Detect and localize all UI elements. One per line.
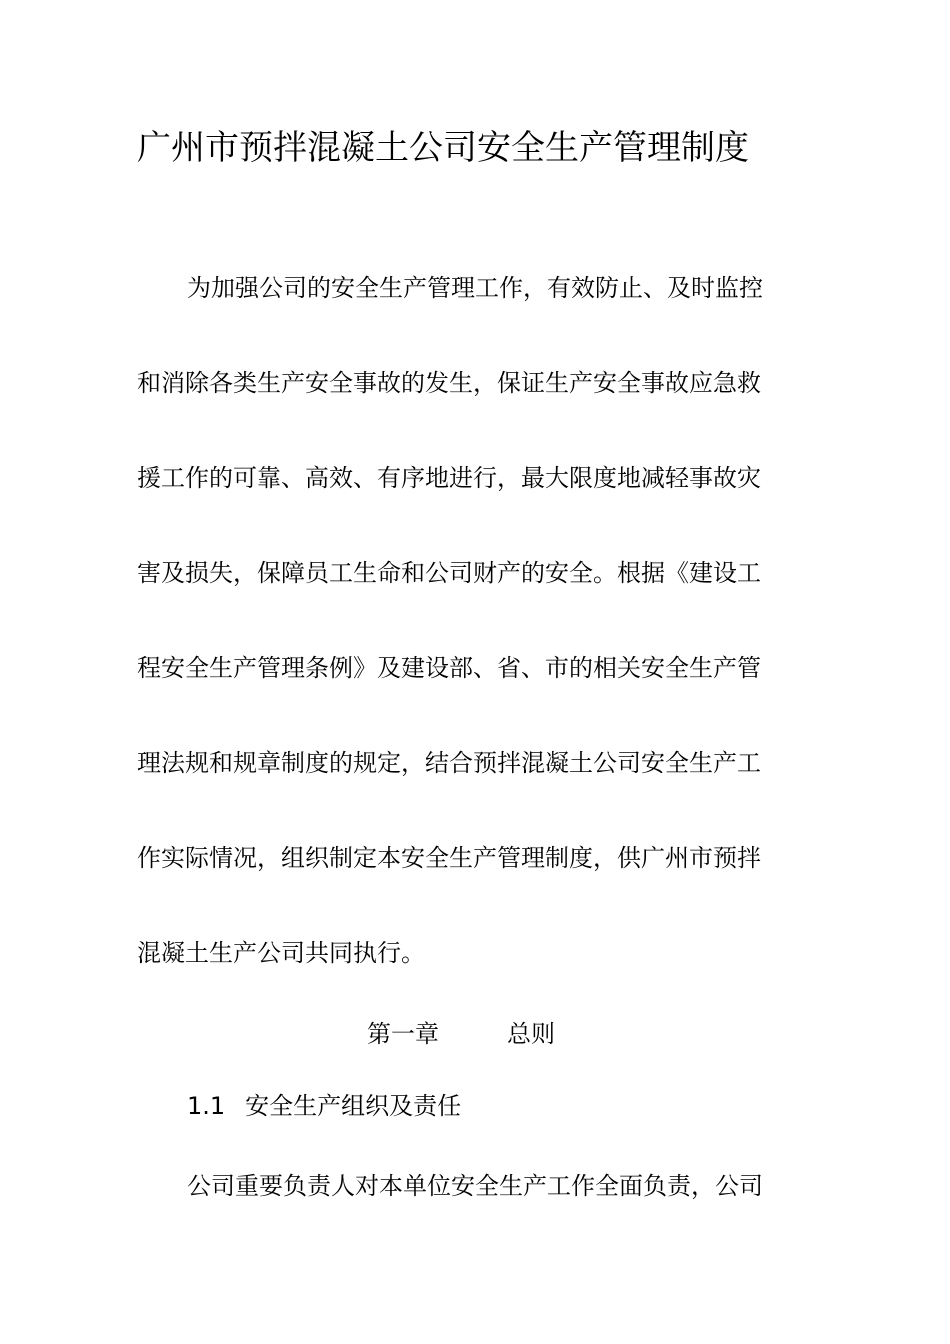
intro-line: 混凝土生产公司共同执行。 [137, 939, 425, 967]
intro-line: 援工作的可靠、高效、有序地进行，最大限度地减轻事故灾 [137, 464, 761, 492]
section-paragraph-line: 公司重要负责人对本单位安全生产工作全面负责，公司 [187, 1172, 763, 1200]
intro-line: 害及损失，保障员工生命和公司财产的安全。根据《建设工 [137, 559, 761, 587]
intro-line: 程安全生产管理条例》及建设部、省、市的相关安全生产管 [137, 654, 761, 682]
intro-line: 理法规和规章制度的规定，结合预拌混凝土公司安全生产工 [137, 749, 761, 777]
intro-line: 作实际情况，组织制定本安全生产管理制度，供广州市预拌 [137, 844, 761, 872]
intro-paragraph [137, 264, 817, 1024]
section-number: 1.1 [187, 1092, 226, 1120]
chapter-number: 第一章 [367, 1020, 439, 1048]
section-title: 安全生产组织及责任 [245, 1092, 462, 1120]
intro-line: 为加强公司的安全生产管理工作，有效防止、及时监控 [187, 274, 763, 302]
section-heading [187, 1086, 461, 1126]
document-title: 广州市预拌混凝土公司安全生产管理制度 [137, 128, 749, 168]
chapter-name: 总则 [507, 1020, 555, 1048]
intro-line: 和消除各类生产安全事故的发生，保证生产安全事故应急救 [137, 369, 761, 397]
